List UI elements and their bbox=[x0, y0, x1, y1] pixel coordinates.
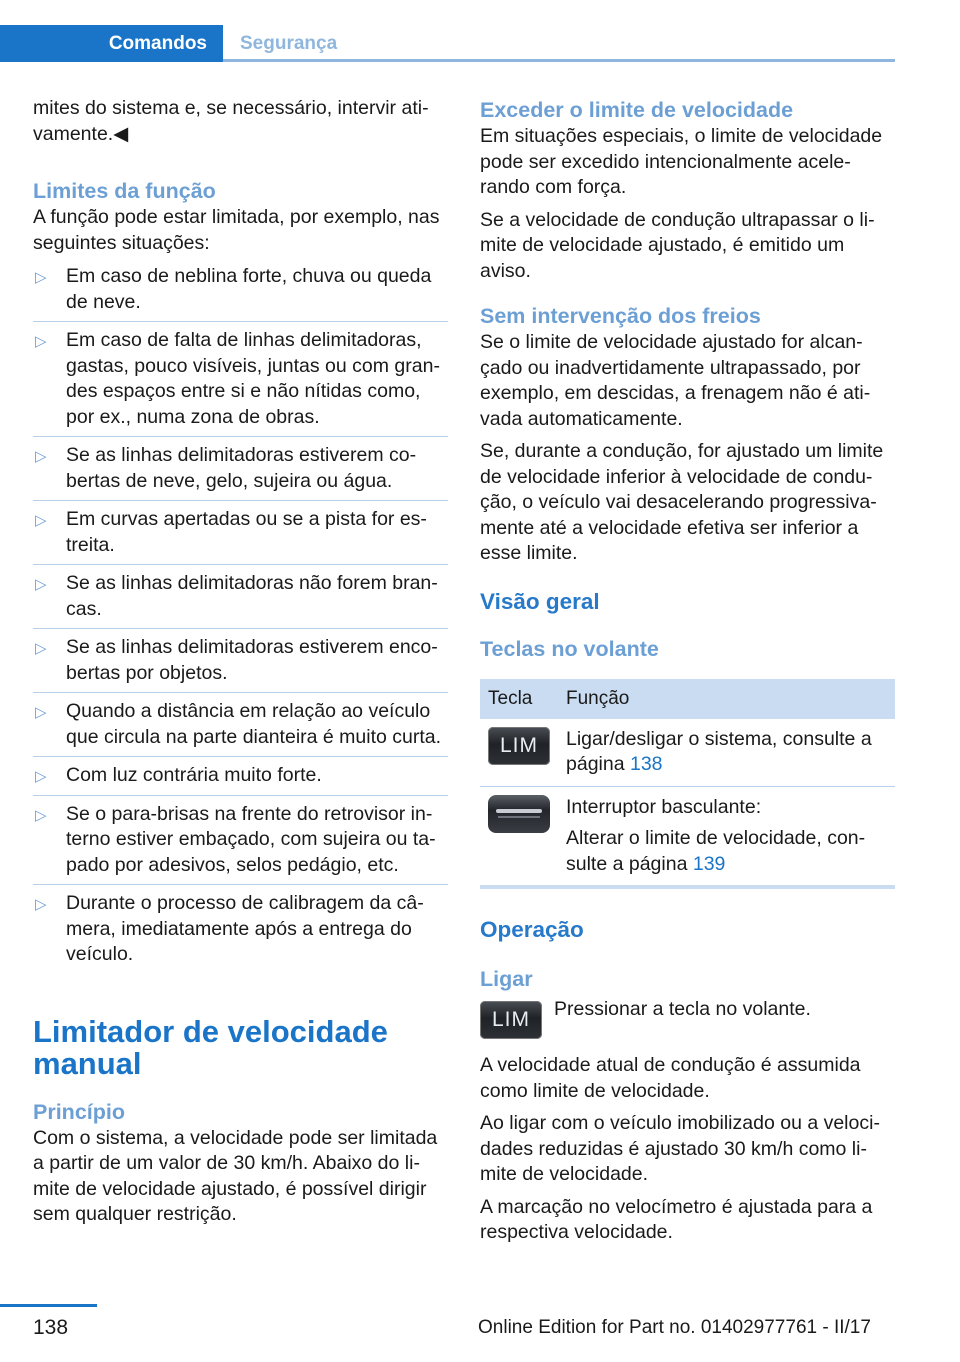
principio-text: Com o sistema, a velocidade pode ser limitada a partir de um valor de 30 km/h. Abaixo do li-mite de velocidade ajustado, é possível dirigir sem qualquer restrição. bbox=[33, 1126, 438, 1225]
tab-comandos[interactable]: Comandos bbox=[0, 25, 223, 62]
header-tabs bbox=[0, 0, 960, 62]
sem-freios-text-2: Se, durante a condução, for ajustado um limite de velocidade inferior à velocidade de condu-ção, o veículo vai desacelerando progressiva-mente até a velocidade efetiva ser inferior a esse limite. bbox=[480, 440, 884, 564]
principio-heading: Princípio bbox=[33, 1099, 125, 1124]
triangle-bullet-icon: ▷ bbox=[35, 704, 47, 721]
list-item: ▷ Em caso de falta de linhas delimitadoras, gastas, pouco visíveis, juntas ou com gran-des espaços entre si e não nítidas como, por ex., numa zona de obras. bbox=[33, 322, 448, 437]
tab-seguranca[interactable]: Segurança bbox=[240, 32, 338, 54]
right-column bbox=[480, 96, 895, 1253]
list-item: ▷ Se o para-brisas na frente do retrovisor in-terno estiver embaçado, com sujeira ou ta-pado por adesivos, selos pedágio, etc. bbox=[33, 796, 448, 886]
intro-text: mites do sistema e, se necessário, intervir ati-vamente.◀ bbox=[33, 97, 429, 145]
ligar-heading: Ligar bbox=[480, 967, 533, 991]
sem-freios-text-1: Se o limite de velocidade ajustado for alcan-çado ou inadvertidamente ultrapassado, por exemplo, em descidas, a frenagem não é ati-vada automaticamente. bbox=[480, 331, 871, 430]
operacao-text-3: A marcação no velocímetro é ajustada para a respectiva velocidade. bbox=[480, 1195, 873, 1243]
triangle-bullet-icon: ▷ bbox=[35, 576, 47, 593]
keys-table bbox=[480, 679, 895, 890]
limites-text: A função pode estar limitada, por exemplo, nas seguintes situações: bbox=[33, 206, 440, 254]
triangle-bullet-icon: ▷ bbox=[35, 269, 47, 286]
sem-freios-heading: Sem intervenção dos freios bbox=[480, 304, 761, 328]
page-number: 138 bbox=[33, 1316, 69, 1339]
triangle-bullet-icon: ▷ bbox=[35, 512, 47, 529]
footer-rule bbox=[0, 1304, 97, 1307]
lim-button-icon: LIM bbox=[488, 727, 550, 765]
triangle-bullet-icon: ▷ bbox=[35, 640, 47, 657]
list-item: ▷ Em curvas apertadas ou se a pista for es-treita. bbox=[33, 501, 448, 565]
list-item: ▷ Durante o processo de calibragem da câ-mera, imediatamente após a entrega do veículo. bbox=[35, 892, 424, 965]
page-link-138[interactable]: 138 bbox=[629, 753, 663, 775]
edition-text: Online Edition for Part no. 01402977761 - II/17 bbox=[478, 1317, 871, 1338]
list-item: ▷ Se as linhas delimitadoras estiverem co-bertas de neve, gelo, sujeira ou água. bbox=[33, 437, 448, 501]
teclas-heading: Teclas no volante bbox=[480, 636, 659, 661]
visao-geral-heading: Visão geral bbox=[480, 588, 600, 614]
section-title-line2: manual bbox=[33, 1045, 142, 1081]
left-column bbox=[33, 96, 448, 1235]
lim-button-icon: LIM bbox=[480, 1001, 542, 1039]
col-header-tecla: Tecla bbox=[480, 679, 558, 719]
rocker-switch-icon bbox=[488, 795, 550, 833]
ligar-text: Pressionar a tecla no volante. bbox=[554, 998, 811, 1020]
triangle-bullet-icon: ▷ bbox=[35, 448, 47, 465]
list-item: ▷ Quando a distância em relação ao veículo que circula na parte dianteira é muito curta. bbox=[33, 693, 448, 757]
exceder-text-1: Em situações especiais, o limite de velocidade pode ser excedido intencionalmente acele-rando com força. bbox=[480, 125, 883, 198]
section-title-line1: Limitador de velocidade bbox=[33, 1013, 388, 1049]
limites-heading: Limites da função bbox=[33, 179, 216, 203]
table-row: LIM Ligar/desligar o sistema, consulte a página 138 bbox=[480, 719, 895, 787]
exceder-text-2: Se a velocidade de condução ultrapassar o li-mite de velocidade ajustado, é emitido um aviso. bbox=[480, 208, 875, 282]
list-item: ▷ Em caso de neblina forte, chuva ou queda de neve. bbox=[33, 258, 448, 322]
triangle-bullet-icon: ▷ bbox=[35, 896, 47, 913]
table-row: Interruptor basculante: Alterar o limite de velocidade, con-sulte a página 139 bbox=[480, 786, 895, 887]
triangle-bullet-icon: ▷ bbox=[35, 768, 47, 785]
list-item: ▷ Se as linhas delimitadoras não forem bran-cas. bbox=[33, 565, 448, 629]
limites-list bbox=[33, 258, 448, 974]
header-divider bbox=[223, 59, 895, 62]
triangle-bullet-icon: ▷ bbox=[35, 333, 47, 350]
operacao-heading: Operação bbox=[480, 917, 584, 942]
col-header-funcao: Função bbox=[558, 679, 895, 719]
page-link-139[interactable]: 139 bbox=[692, 852, 726, 875]
triangle-bullet-icon: ▷ bbox=[35, 806, 47, 824]
exceder-heading: Exceder o limite de velocidade bbox=[480, 98, 794, 122]
ligar-row bbox=[480, 995, 895, 1039]
list-item: ▷ Com luz contrária muito forte. bbox=[33, 757, 448, 796]
list-item: ▷ Se as linhas delimitadoras estiverem enco-bertas por objetos. bbox=[33, 629, 448, 693]
operacao-text-1: A velocidade atual de condução é assumida como limite de velocidade. bbox=[480, 1054, 861, 1102]
operacao-text-2: Ao ligar com o veículo imobilizado ou a veloci-dades reduzidas é ajustado 30 km/h como li-mite de velocidade. bbox=[480, 1112, 880, 1185]
